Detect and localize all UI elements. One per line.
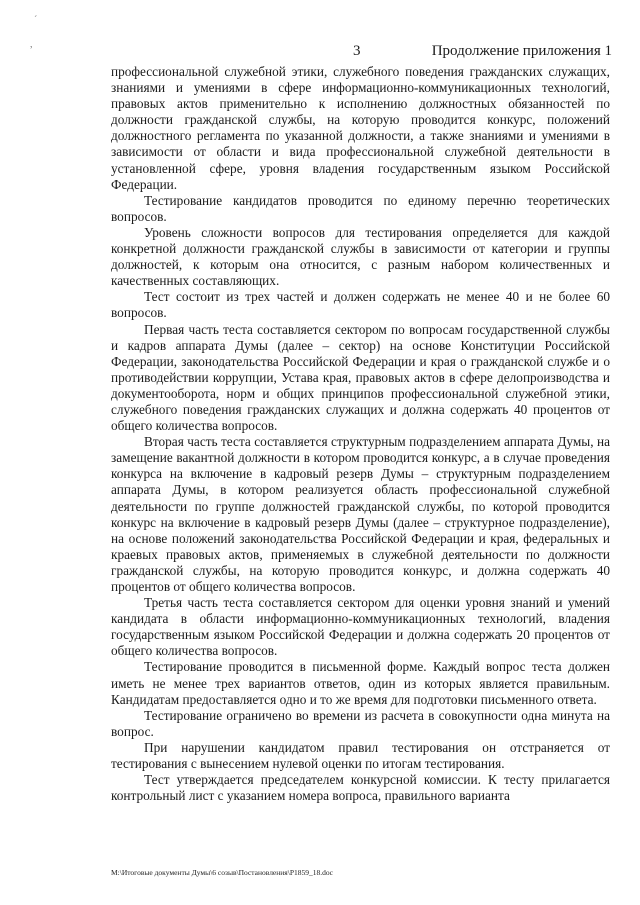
appendix-continuation-note: Продолжение приложения 1: [431, 43, 612, 59]
paragraph: Тестирование ограничено во времени из расчета в совокупности одна минута на вопрос.: [111, 707, 610, 739]
scan-mark: ,: [30, 39, 33, 50]
paragraph: Вторая часть теста составляется структурным подразделением аппарата Думы, на замещение вакантной должности в котором проводится конкурс, а в случае проведения конкурса на включение в кадровый резерв Думы – структурным подразделением аппарата Думы, в котором реализуется область профессиональной служебной деятельности по группе должностей гражданской службы, по которой проводится конкурс на включение в кадровый резерв Думы (далее – структурное подразделение), на основе положений законодательства Российской Федерации и края, федеральных и краевых правовых актов, применяемых в служебной деятельности по должности гражданской службы, на которую проводится конкурс, и должна содержать 40 процентов от общего количества вопросов.: [111, 434, 610, 594]
paragraph: Уровень сложности вопросов для тестирования определяется для каждой конкретной должности гражданской службы в зависимости от категории и группы должностей, к которым она относится, с разным набором количественных и качественных составляющих.: [111, 224, 610, 289]
paragraph: Тестирование проводится в письменной форме. Каждый вопрос теста должен иметь не менее трех вариантов ответов, один из которых является правильным. Кандидатам предоставляется одно и то же время для подготовки письменного ответа.: [111, 659, 610, 707]
paragraph: Тест утверждается председателем конкурсной комиссии. К тесту прилагается контрольный лист с указанием номера вопроса, правильного варианта: [111, 772, 610, 804]
page-number: 3: [353, 43, 361, 59]
paragraph: При нарушении кандидатом правил тестирования он отстраняется от тестирования с вынесением нулевой оценки по итогам тестирования.: [111, 739, 610, 772]
file-path-footer: M:\Итоговые документы Думы\6 созыв\Постановления\P1859_18.doc: [111, 868, 333, 877]
scan-mark: ´: [34, 15, 38, 26]
paragraph: Тестирование кандидатов проводится по единому перечню теоретических вопросов.: [111, 192, 610, 224]
paragraph: Первая часть теста составляется сектором по вопросам государственной службы и кадров аппарата Думы (далее – сектор) на основе Конституции Российской Федерации, законодательства Российской Федерации и края о гражданской службе и о противодействии коррупции, Устава края, правовых актов в сфере делопроизводства и документооборота, норм и общих принципов профессиональной служебной этики, служебного поведения гражданских служащих и должна содержать 40 процентов от общего количества вопросов.: [111, 321, 610, 434]
paragraph: профессиональной служебной этики, служебного поведения гражданских служащих, знаниями и умениями в сфере информационно-коммуникационных технологий, правовых актов применительно к исполнению должностных обязанностей по должности гражданской службы, на которую проводится конкурс, положений должностного регламента по указанной должности, а также знаниями и умениями в зависимости от области и вида профессиональной служебной деятельности в установленной сфере, уровня владения государственным языком Российской Федерации.: [111, 64, 610, 192]
document-body: [111, 64, 610, 804]
paragraph: Тест состоит из трех частей и должен содержать не менее 40 и не более 60 вопросов.: [111, 289, 610, 321]
paragraph: Третья часть теста составляется сектором для оценки уровня знаний и умений кандидата в области информационно-коммуникационных технологий, владения государственным языком Российской Федерации и должна содержать 20 процентов от общего количества вопросов.: [111, 595, 610, 659]
